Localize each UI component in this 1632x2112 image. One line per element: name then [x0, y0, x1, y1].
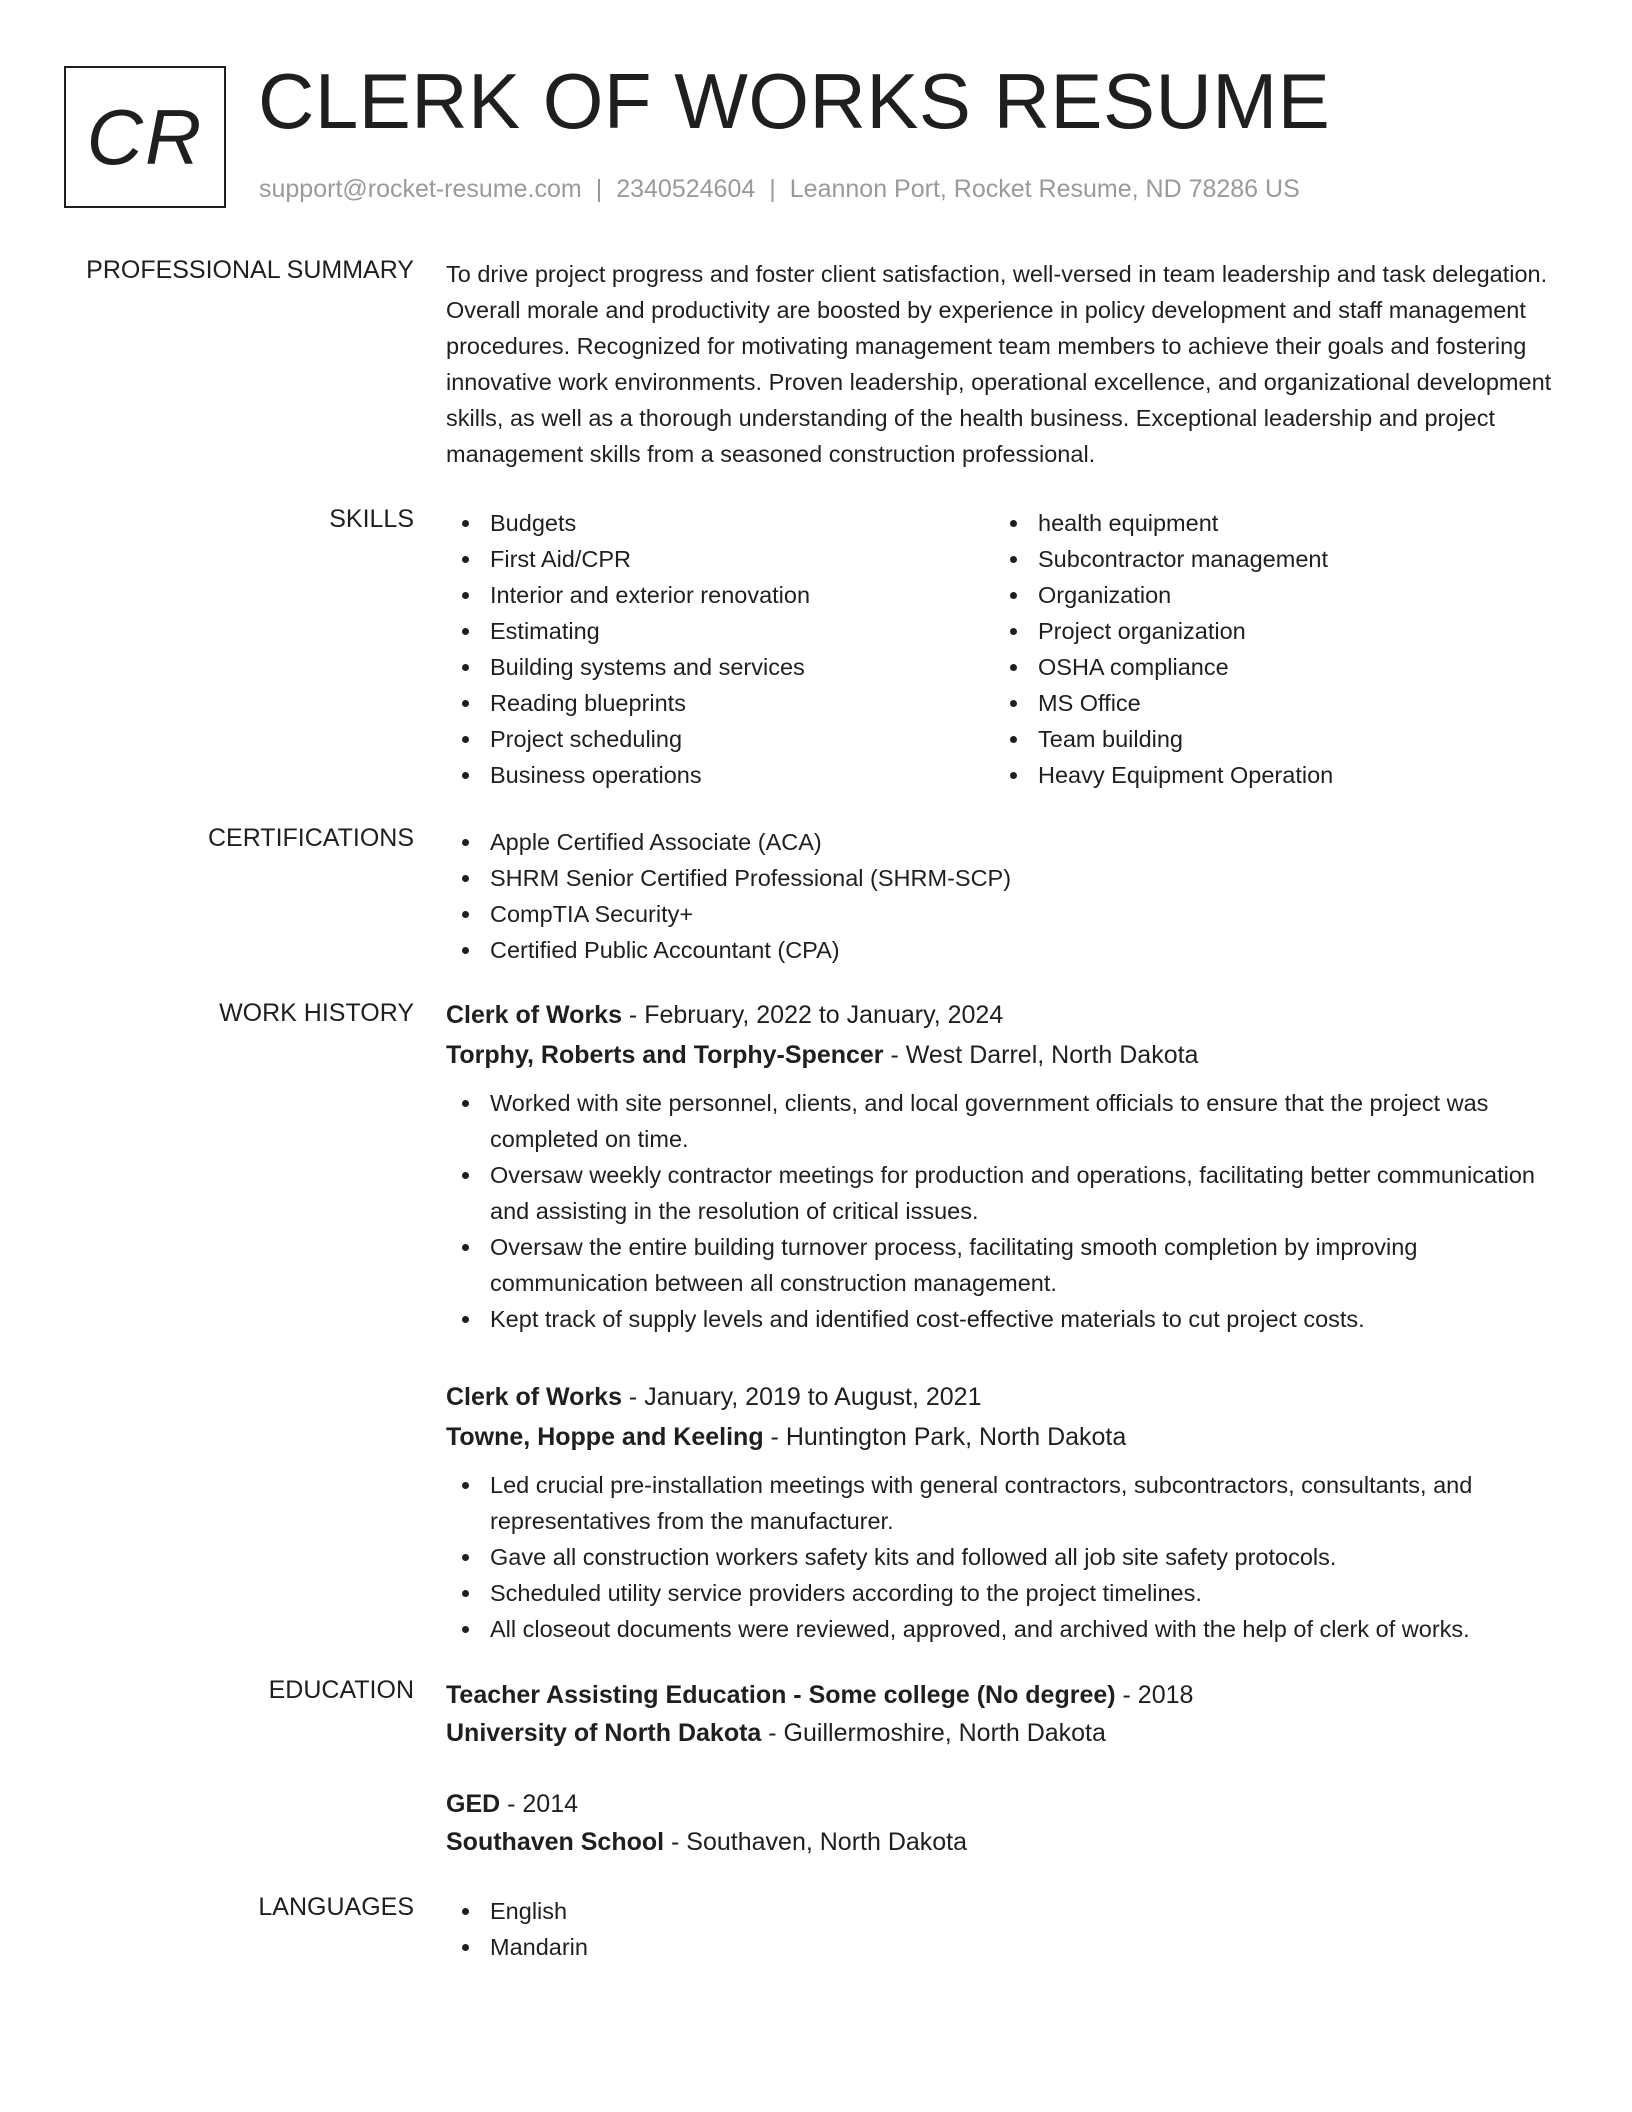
list-item: CompTIA Security+ [446, 896, 1576, 932]
list-item: Budgets [446, 505, 994, 541]
monogram-logo: CR [64, 66, 226, 208]
certifications-body [446, 824, 1576, 968]
list-item: English [446, 1893, 1576, 1929]
education-entry [446, 1785, 1576, 1861]
job-company-line [446, 1417, 1576, 1457]
contact-line [259, 175, 1300, 204]
separator: | [595, 175, 603, 203]
job-title-line [446, 1377, 1576, 1417]
list-item: Business operations [446, 757, 994, 793]
list-item: Project organization [994, 613, 1542, 649]
list-item: Oversaw weekly contractor meetings for production and operations, facilitating better communication and assisting in the resolution of critical issues. [446, 1157, 1576, 1229]
job-dates: - January, 2019 to August, 2021 [621, 1383, 982, 1411]
job-company: Towne, Hoppe and Keeling [446, 1423, 764, 1451]
list-item: SHRM Senior Certified Professional (SHRM-SCP) [446, 860, 1576, 896]
section-label: SKILLS [329, 505, 414, 533]
list-item: Project scheduling [446, 721, 994, 757]
education-degree: Teacher Assisting Education - Some college (No degree) [446, 1681, 1116, 1709]
education-body [446, 1676, 1576, 1894]
job-title-line [446, 995, 1576, 1035]
list-item: Kept track of supply levels and identified cost-effective materials to cut project costs. [446, 1301, 1576, 1337]
skills-list-left [446, 505, 994, 793]
list-item: MS Office [994, 685, 1542, 721]
section-label: LANGUAGES [258, 1893, 414, 1921]
job-company: Torphy, Roberts and Torphy-Spencer [446, 1041, 884, 1069]
list-item: Mandarin [446, 1929, 1576, 1965]
job-bullets [446, 1467, 1576, 1647]
languages-list [446, 1893, 1576, 1965]
list-item: Estimating [446, 613, 994, 649]
phone[interactable]: 2340524604 [616, 175, 756, 203]
list-item: Gave all construction workers safety kits and followed all job site safety protocols. [446, 1539, 1576, 1575]
list-item: Subcontractor management [994, 541, 1542, 577]
page-title: CLERK OF WORKS RESUME [258, 57, 1331, 145]
job-bullets [446, 1085, 1576, 1337]
list-item: Apple Certified Associate (ACA) [446, 824, 1576, 860]
list-item: Scheduled utility service providers according to the project timelines. [446, 1575, 1576, 1611]
list-item: Worked with site personnel, clients, and local government officials to ensure that the project was completed on time. [446, 1085, 1576, 1157]
section-label: PROFESSIONAL SUMMARY [86, 256, 414, 284]
section-label: WORK HISTORY [219, 999, 414, 1027]
education-degree-line [446, 1785, 1576, 1823]
job-location: - West Darrel, North Dakota [883, 1041, 1199, 1069]
list-item: Team building [994, 721, 1542, 757]
education-location: - Southaven, North Dakota [664, 1828, 968, 1856]
skills-grid [446, 505, 1576, 793]
job-location: - Huntington Park, North Dakota [763, 1423, 1127, 1451]
email[interactable]: support@rocket-resume.com [259, 175, 582, 203]
education-school-line [446, 1714, 1576, 1752]
education-degree-line [446, 1676, 1576, 1714]
list-item: Reading blueprints [446, 685, 994, 721]
certifications-list [446, 824, 1576, 968]
job-dates: - February, 2022 to January, 2024 [621, 1001, 1004, 1029]
list-item: health equipment [994, 505, 1542, 541]
job-title: Clerk of Works [446, 1001, 622, 1029]
section-label: EDUCATION [268, 1676, 414, 1704]
list-item: Building systems and services [446, 649, 994, 685]
work-history-body [446, 995, 1576, 1687]
education-school-line [446, 1823, 1576, 1861]
list-item: Organization [994, 577, 1542, 613]
list-item: Heavy Equipment Operation [994, 757, 1542, 793]
address: Leannon Port, Rocket Resume, ND 78286 US [789, 175, 1300, 203]
list-item: Oversaw the entire building turnover process, facilitating smooth completion by improving communication between all construction management. [446, 1229, 1576, 1301]
summary-text: To drive project progress and foster client satisfaction, well-versed in team leadership and task delegation. Overall morale and productivity are boosted by experience in policy development and staff management procedures. Recognized for motivating management team members to achieve their goals and fostering innovative work environments. Proven leadership, operational excellence, and organizational development skills, as well as a thorough understanding of the health business. Exceptional leadership and project management skills from a seasoned construction professional. [446, 261, 1552, 467]
languages-body [446, 1893, 1576, 1965]
list-item: Interior and exterior renovation [446, 577, 994, 613]
education-location: - Guillermoshire, North Dakota [761, 1719, 1106, 1747]
section-label: CERTIFICATIONS [207, 824, 414, 852]
list-item: OSHA compliance [994, 649, 1542, 685]
job-company-line [446, 1035, 1576, 1075]
education-year: - 2018 [1115, 1681, 1194, 1709]
list-item: First Aid/CPR [446, 541, 994, 577]
education-school: Southaven School [446, 1828, 665, 1856]
skills-list-right [994, 505, 1542, 793]
education-school: University of North Dakota [446, 1719, 762, 1747]
education-degree: GED [446, 1790, 501, 1818]
separator: | [769, 175, 776, 203]
list-item: Certified Public Accountant (CPA) [446, 932, 1576, 968]
list-item: Led crucial pre-installation meetings with general contractors, subcontractors, consultants, and representatives from the manufacturer. [446, 1467, 1576, 1539]
education-entry [446, 1676, 1576, 1752]
job-entry [446, 1377, 1576, 1647]
job-entry [446, 995, 1576, 1337]
education-year: - 2014 [500, 1790, 579, 1818]
list-item: All closeout documents were reviewed, approved, and archived with the help of clerk of works. [446, 1611, 1576, 1647]
job-title: Clerk of Works [446, 1383, 622, 1411]
